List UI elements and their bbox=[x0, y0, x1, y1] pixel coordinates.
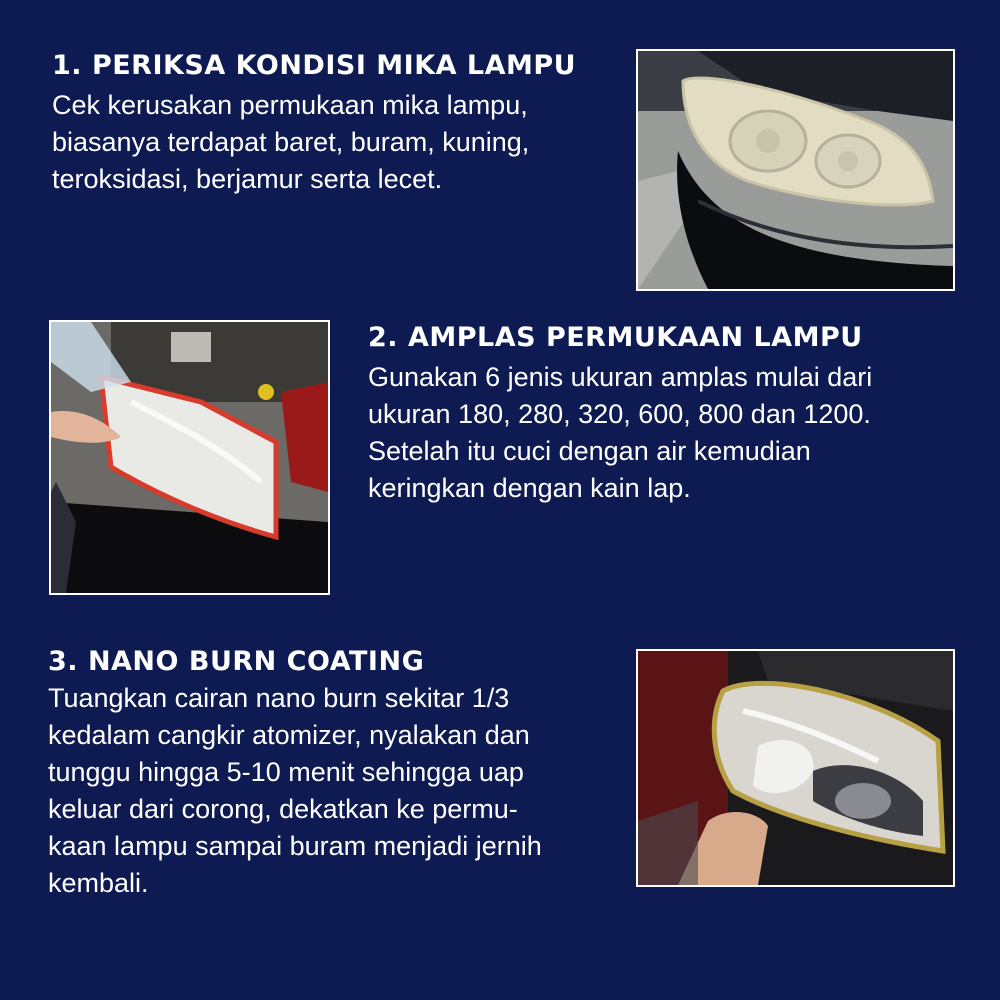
headlight-inspection-photo bbox=[636, 49, 955, 291]
step-2-description bbox=[368, 359, 872, 507]
step-3-line: keluar dari corong, dekatkan ke permu- bbox=[48, 794, 518, 824]
step-3-line: kaan lampu sampai buram menjadi jernih bbox=[48, 831, 542, 861]
step-1-title: 1. PERIKSA KONDISI MIKA LAMPU bbox=[52, 50, 577, 81]
step-3-description bbox=[48, 680, 542, 902]
step-3-line: Tuangkan cairan nano burn sekitar 1/3 bbox=[48, 683, 510, 713]
step-1-description bbox=[52, 87, 529, 198]
step-1-line: Cek kerusakan permukaan mika lampu, bbox=[52, 90, 528, 120]
step-3-line: kembali. bbox=[48, 868, 149, 898]
headlight-sanding-photo bbox=[49, 320, 330, 595]
step-3-title: 3. NANO BURN COATING bbox=[48, 646, 425, 677]
step-2-line: Gunakan 6 jenis ukuran amplas mulai dari bbox=[368, 362, 873, 392]
headlight-coating-photo bbox=[636, 649, 955, 887]
step-1-line: biasanya terdapat baret, buram, kuning, bbox=[52, 127, 530, 157]
step-2-line: ukuran 180, 280, 320, 600, 800 dan 1200. bbox=[368, 399, 871, 429]
step-2-line: Setelah itu cuci dengan air kemudian bbox=[368, 436, 811, 466]
step-1-line: teroksidasi, berjamur serta lecet. bbox=[52, 164, 443, 194]
step-2-line: keringkan dengan kain lap. bbox=[368, 473, 691, 503]
step-2-title: 2. AMPLAS PERMUKAAN LAMPU bbox=[368, 322, 863, 353]
step-3-line: tunggu hingga 5-10 menit sehingga uap bbox=[48, 757, 524, 787]
step-3-line: kedalam cangkir atomizer, nyalakan dan bbox=[48, 720, 530, 750]
